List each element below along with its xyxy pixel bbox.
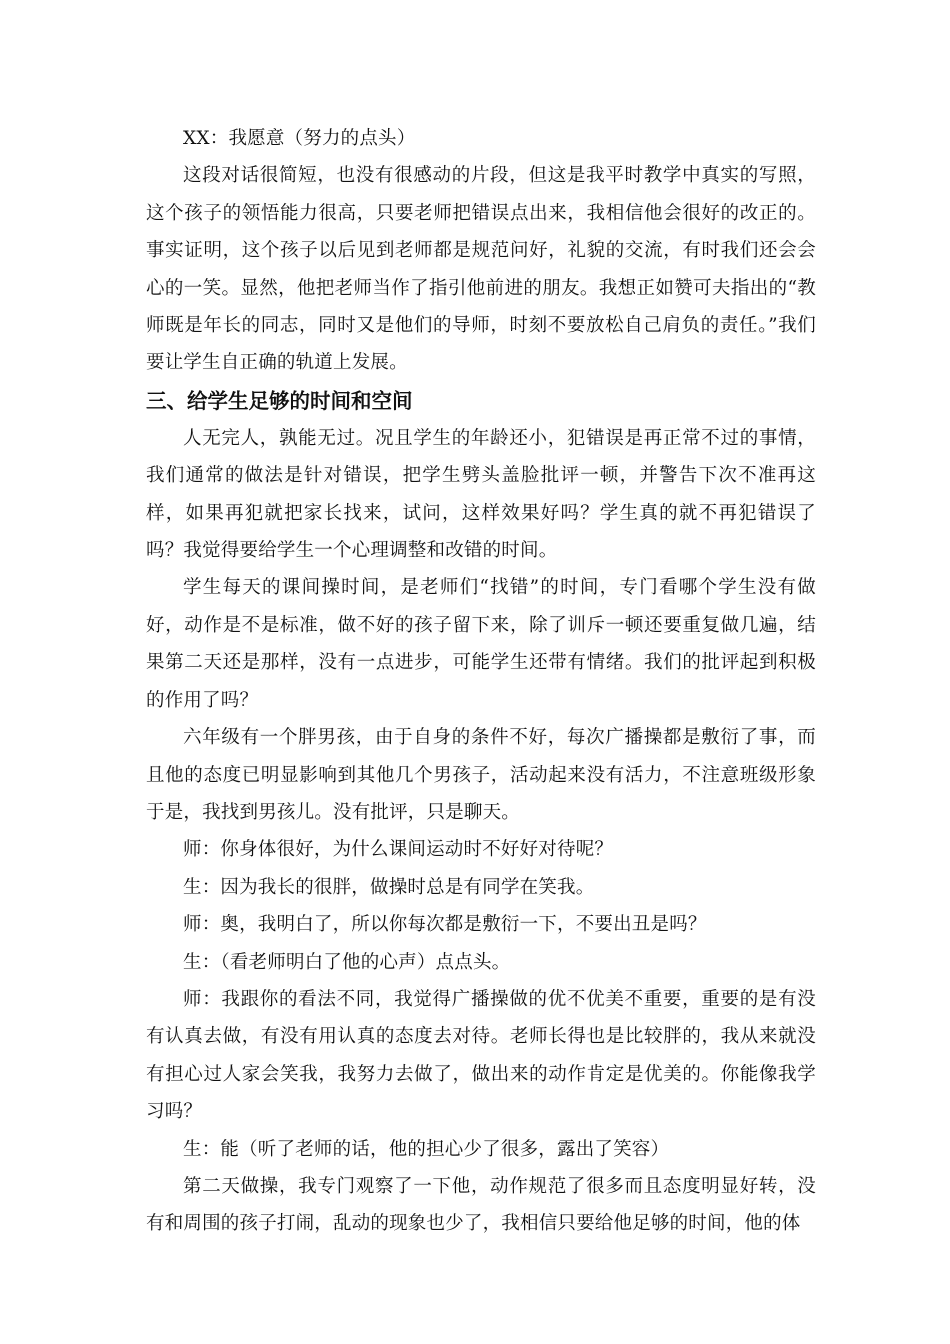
dialogue-line-student-2: 生：（看老师明白了他的心声）点点头。 xyxy=(183,951,511,973)
dialogue-line-teacher-1: 师：你身体很好，为什么课间运动时不好好对待呢？ xyxy=(183,839,614,861)
body-paragraph-4: 第二天做操，我专门观察了一下他，动作规范了很多而且态度明显好转，没有和周围的孩子打闹，乱动的现象也少了，我相信只要给他足够的时间，他的体 xyxy=(146,1175,816,1235)
section-heading: 三、给学生足够的时间和空间 xyxy=(146,388,413,413)
dialogue-line-teacher-2: 师：奥，我明白了，所以你每次都是敷衍一下，不要出丑是吗？ xyxy=(183,914,707,936)
dialogue-line-student-1: 生：因为我长的很胖，做操时总是有同学在笑我。 xyxy=(183,876,595,898)
dialogue-line-xx: XX：我愿意（努力的点头） xyxy=(183,128,416,149)
dialogue-line-student-3: 生：能（听了老师的话，他的担心少了很多，露出了笑容） xyxy=(183,1138,670,1160)
reflection-paragraph: 这段对话很简短，也没有很感动的片段，但这是我平时教学中真实的写照，这个孩子的领悟能力很高，只要老师把错误点出来，我相信他会很好的改正的。事实证明，这个孩子以后见到老师都是规范问好，礼貌的交流，有时我们还会会心的一笑。显然，他把老师当作了指引他前进的朋友。我想正如赞可夫指出的“教师既是年长的同志，同时又是他们的导师，时刻不要放松自己肩负的责任。”我们要让学生自正确的轨道上发展。 xyxy=(146,165,816,374)
body-paragraph-3: 六年级有一个胖男孩，由于自身的条件不好，每次广播操都是敷衍了事，而且他的态度已明显影响到其他几个男孩子，活动起来没有活力，不注意班级形象于是，我找到男孩儿。没有批评，只是聊天。 xyxy=(146,727,816,823)
dialogue-line-teacher-3: 师：我跟你的看法不同，我觉得广播操做的优不优美不重要，重要的是有没有认真去做，有没有用认真的态度去对待。老师长得也是比较胖的，我从来就没有担心过人家会笑我，我努力去做了，做出来的动作肯定是优美的。你能像我学习吗？ xyxy=(146,988,816,1123)
body-paragraph-2: 学生每天的课间操时间，是老师们“找错”的时间，专门看哪个学生没有做好，动作是不是标准，做不好的孩子留下来，除了训斥一顿还要重复做几遍，结果第二天还是那样，没有一点进步，可能学生还带有情绪。我们的批评起到积极的作用了吗？ xyxy=(146,577,816,711)
body-paragraph-1: 人无完人，孰能无过。况且学生的年龄还小，犯错误是再正常不过的事情，我们通常的做法是针对错误，把学生劈头盖脸批评一顿，并警告下次不准再这样，如果再犯就把家长找来，试问，这样效果好吗？学生真的就不再犯错误了吗？我觉得要给学生一个心理调整和改错的时间。 xyxy=(146,427,816,562)
document-body xyxy=(146,120,816,1243)
